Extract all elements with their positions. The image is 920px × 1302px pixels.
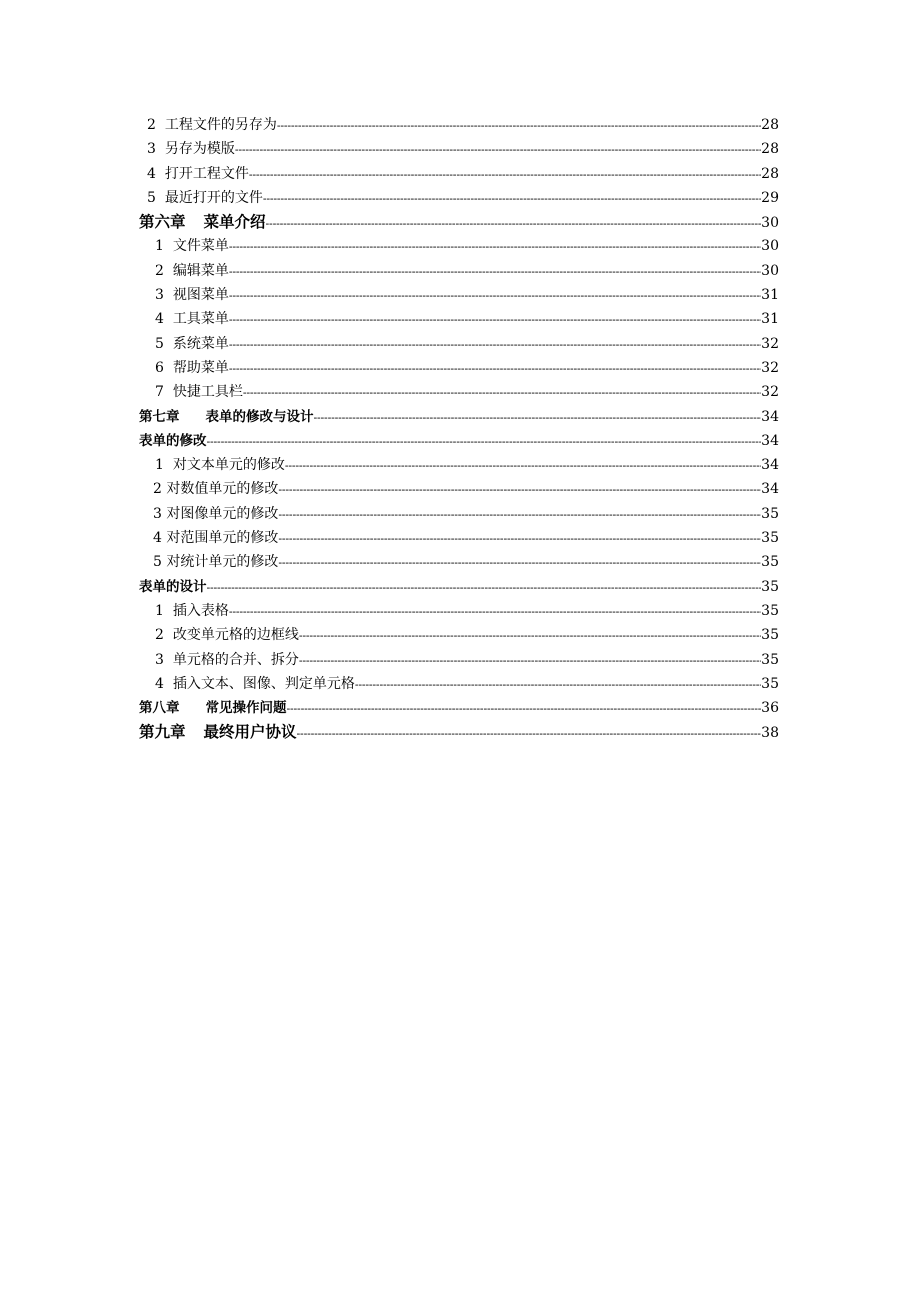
toc-page-number: 28 bbox=[761, 117, 779, 133]
toc-page-number: 31 bbox=[761, 287, 779, 304]
toc-dot-leader bbox=[207, 430, 762, 453]
toc-section-entry[interactable] bbox=[139, 429, 779, 453]
toc-entry-title: 4 插入文本、图像、判定单元格 bbox=[155, 675, 355, 692]
toc-dot-leader bbox=[278, 527, 761, 550]
toc-entry-title: 4 打开工程文件 bbox=[147, 165, 249, 182]
toc-entry[interactable] bbox=[139, 162, 779, 186]
toc-entry[interactable] bbox=[139, 648, 779, 672]
toc-entry[interactable] bbox=[139, 234, 779, 258]
toc-page-number: 38 bbox=[761, 725, 779, 742]
toc-dot-leader bbox=[249, 163, 761, 186]
toc-entry-title: 第六章 菜单介绍 bbox=[139, 213, 266, 232]
toc-dot-leader bbox=[278, 478, 761, 501]
toc-entry[interactable] bbox=[139, 137, 779, 161]
toc-page-number: 32 bbox=[761, 359, 779, 376]
table-of-contents bbox=[139, 113, 779, 745]
toc-entry-title: 2 改变单元格的边框线 bbox=[155, 627, 299, 644]
toc-entry-title: 2 工程文件的另存为 bbox=[147, 117, 277, 133]
toc-dot-leader bbox=[285, 454, 761, 477]
toc-entry[interactable] bbox=[139, 502, 779, 526]
toc-entry-title: 第九章 最终用户协议 bbox=[139, 723, 297, 742]
toc-entry[interactable] bbox=[139, 283, 779, 307]
toc-entry-title: 3 对图像单元的修改 bbox=[153, 505, 279, 522]
toc-entry-title: 表单的修改 bbox=[139, 432, 207, 449]
toc-entry-title: 1 对文本单元的修改 bbox=[155, 457, 285, 474]
toc-entry[interactable] bbox=[139, 307, 779, 331]
toc-page-number: 31 bbox=[761, 311, 779, 328]
toc-entry-title: 2 对数值单元的修改 bbox=[153, 481, 279, 498]
toc-entry-title: 第八章 常见操作问题 bbox=[139, 700, 287, 717]
toc-chapter-entry[interactable] bbox=[139, 210, 779, 234]
toc-page-number: 35 bbox=[761, 554, 779, 571]
toc-entry[interactable] bbox=[139, 453, 779, 477]
toc-dot-leader bbox=[277, 114, 761, 137]
toc-page-number: 32 bbox=[761, 384, 779, 401]
toc-entry[interactable] bbox=[139, 356, 779, 380]
toc-entry[interactable] bbox=[139, 672, 779, 696]
toc-entry-title: 3 单元格的合并、拆分 bbox=[155, 651, 299, 668]
toc-entry[interactable] bbox=[139, 259, 779, 283]
toc-dot-leader bbox=[263, 187, 761, 210]
toc-entry[interactable] bbox=[139, 526, 779, 550]
toc-dot-leader bbox=[299, 649, 761, 672]
toc-dot-leader bbox=[229, 308, 761, 331]
toc-dot-leader bbox=[207, 576, 762, 599]
toc-page-number: 35 bbox=[761, 578, 779, 595]
toc-page-number: 30 bbox=[761, 262, 779, 279]
toc-entry[interactable] bbox=[139, 550, 779, 574]
toc-page-number: 29 bbox=[761, 189, 779, 206]
toc-entry-title: 5 对统计单元的修改 bbox=[153, 554, 279, 571]
toc-dot-leader bbox=[235, 138, 761, 161]
toc-page-number: 35 bbox=[761, 627, 779, 644]
toc-entry[interactable] bbox=[139, 623, 779, 647]
toc-entry-title: 5 系统菜单 bbox=[155, 335, 229, 352]
toc-dot-leader bbox=[287, 697, 762, 720]
toc-entry[interactable] bbox=[139, 477, 779, 501]
toc-entry-title: 3 视图菜单 bbox=[155, 287, 229, 304]
toc-page-number: 32 bbox=[761, 335, 779, 352]
toc-page-number: 36 bbox=[761, 700, 779, 717]
toc-dot-leader bbox=[229, 357, 761, 380]
toc-page-number: 35 bbox=[761, 530, 779, 547]
toc-entry-title: 2 编辑菜单 bbox=[155, 262, 229, 279]
toc-page-number: 34 bbox=[761, 457, 779, 474]
toc-dot-leader bbox=[229, 600, 761, 623]
toc-page-number: 34 bbox=[761, 408, 779, 425]
toc-entry-title: 1 文件菜单 bbox=[155, 238, 229, 255]
toc-page-number: 35 bbox=[761, 651, 779, 668]
toc-page-number: 28 bbox=[761, 165, 779, 182]
toc-entry-title: 表单的设计 bbox=[139, 578, 207, 595]
toc-dot-leader bbox=[299, 624, 761, 647]
toc-page-number: 34 bbox=[761, 481, 779, 498]
toc-dot-leader bbox=[314, 406, 762, 429]
toc-dot-leader bbox=[278, 551, 761, 574]
toc-entry-title: 第七章 表单的修改与设计 bbox=[139, 408, 314, 425]
toc-entry[interactable] bbox=[139, 380, 779, 404]
toc-entry-title: 3 另存为模版 bbox=[147, 141, 235, 158]
toc-dot-leader bbox=[266, 212, 762, 234]
toc-page-number: 30 bbox=[761, 238, 779, 255]
toc-section-entry[interactable] bbox=[139, 575, 779, 599]
toc-chapter-entry[interactable] bbox=[139, 696, 779, 720]
toc-dot-leader bbox=[243, 381, 761, 404]
toc-page-number: 35 bbox=[761, 675, 779, 692]
toc-dot-leader bbox=[278, 503, 761, 526]
toc-entry[interactable] bbox=[139, 186, 779, 210]
toc-entry-title: 4 对范围单元的修改 bbox=[153, 530, 279, 547]
toc-dot-leader bbox=[355, 673, 761, 696]
toc-entry-title: 6 帮助菜单 bbox=[155, 359, 229, 376]
toc-entry-title: 4 工具菜单 bbox=[155, 311, 229, 328]
toc-entry[interactable] bbox=[139, 599, 779, 623]
toc-dot-leader bbox=[229, 260, 761, 283]
toc-entry[interactable] bbox=[139, 113, 779, 137]
toc-dot-leader bbox=[229, 333, 761, 356]
toc-dot-leader bbox=[229, 284, 761, 307]
toc-page-number: 35 bbox=[761, 602, 779, 619]
toc-entry-title: 5 最近打开的文件 bbox=[147, 189, 263, 206]
toc-entry-title: 7 快捷工具栏 bbox=[155, 384, 243, 401]
toc-dot-leader bbox=[297, 722, 762, 744]
toc-entry[interactable] bbox=[139, 332, 779, 356]
toc-entry-title: 1 插入表格 bbox=[155, 602, 229, 619]
toc-chapter-entry[interactable] bbox=[139, 720, 779, 744]
toc-page-number: 30 bbox=[761, 215, 779, 232]
toc-chapter-entry[interactable] bbox=[139, 405, 779, 429]
toc-dot-leader bbox=[229, 235, 761, 258]
toc-page-number: 34 bbox=[761, 432, 779, 449]
toc-page-number: 28 bbox=[761, 141, 779, 158]
toc-page-number: 35 bbox=[761, 505, 779, 522]
